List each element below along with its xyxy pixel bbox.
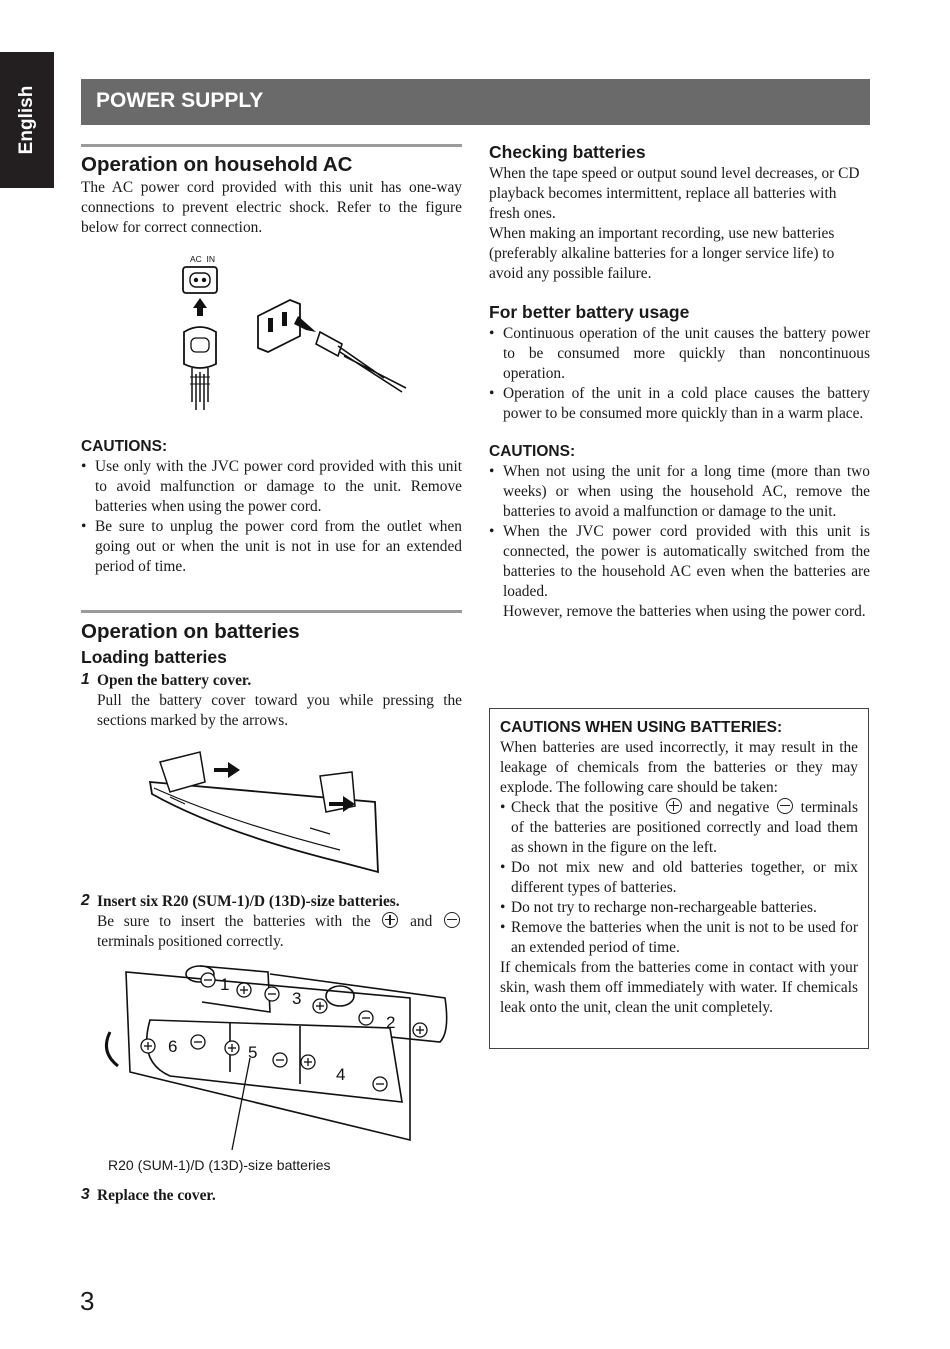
step-title: Replace the cover. [97, 1187, 216, 1204]
box-item: • Do not mix new and old batteries together, or mix different types of batteries. [500, 858, 858, 898]
left-column [81, 144, 462, 238]
step-text: Pull the battery cover toward you while pressing the sections marked by the arrows. [97, 692, 462, 729]
usage-list [489, 324, 870, 424]
battery-number: 6 [168, 1037, 178, 1056]
checking-heading: Checking batteries [489, 142, 646, 162]
negative-terminal-icon [777, 798, 793, 814]
battery-caption: R20 (SUM-1)/D (13D)-size batteries [108, 1157, 331, 1173]
box-heading: CAUTIONS WHEN USING BATTERIES: [500, 719, 783, 736]
right-caution-item [489, 522, 870, 622]
page-number: 3 [80, 1286, 95, 1316]
banner-title: POWER SUPPLY [96, 89, 264, 112]
step-2-and: and [410, 913, 433, 930]
section-rule [81, 144, 462, 147]
step-2-section [81, 892, 462, 952]
usage-item: • Operation of the unit in a cold place causes the battery power to be consumed more quickly than in a warm place. [489, 384, 870, 424]
box-item [500, 798, 858, 858]
batteries-heading: Operation on batteries [81, 620, 300, 643]
battery-number: 4 [336, 1065, 346, 1084]
box-item: • Do not try to recharge non-rechargeable batteries. [500, 898, 858, 918]
step-number: 3 [81, 1186, 90, 1203]
left-caution-item: • Use only with the JVC power cord provided with this unit to avoid malfunction or damage to the unit. Remove batteries when using the power cord. [81, 457, 462, 517]
box-item-1-a: Check that the positive [511, 799, 658, 816]
step-3 [81, 1186, 462, 1206]
step-number: 2 [81, 892, 90, 909]
right-caution-note: However, remove the batteries when using the power cord. [503, 603, 866, 620]
ac-paragraph: The AC power cord provided with this unit has one-way connections to prevent electric shock. Refer to the figure below for correct connection. [81, 179, 462, 236]
right-caution-item: • When not using the unit for a long time (more than two weeks) or when using the household AC, remove the batteries to avoid a malfunction or damage to the unit. [489, 462, 870, 522]
language-tab [0, 52, 54, 188]
step-2-text-b: terminals positioned correctly. [97, 933, 284, 950]
ac-in-label: AC IN [190, 254, 216, 264]
battery-loading-figure [90, 962, 460, 1162]
right-cautions-heading: CAUTIONS: [489, 443, 576, 460]
ac-connection-figure [170, 252, 420, 417]
usage-heading: For better battery usage [489, 302, 690, 322]
box-outro: If chemicals from the batteries come in contact with your skin, wash them off immediately with water. If chemicals leak onto the unit, clean the unit completely. [500, 959, 858, 1016]
positive-terminal-icon [382, 912, 398, 928]
box-list [500, 798, 858, 958]
checking-paragraph-1: When the tape speed or output sound level decreases, or CD playback becomes intermittent, replace all batteries with fresh ones. [489, 165, 860, 222]
step-title: Insert six R20 (SUM-1)/D (13D)-size batteries. [97, 893, 400, 910]
left-cautions-section [81, 437, 462, 577]
right-column [489, 140, 870, 622]
step-number: 1 [81, 671, 90, 688]
battery-cover-figure [140, 742, 390, 877]
box-item-1-c: terminals of the batteries are positioned correctly and load them as shown in the figure on the left. [511, 799, 858, 856]
left-cautions-heading: CAUTIONS: [81, 438, 168, 455]
battery-number: 1 [220, 975, 230, 994]
loading-heading: Loading batteries [81, 647, 227, 667]
positive-terminal-icon [666, 798, 682, 814]
box-intro: When batteries are used incorrectly, it may result in the leakage of chemicals from the batteries or they may explode. The following care should be taken: [500, 739, 858, 796]
step-1 [81, 671, 462, 731]
left-caution-item: • Be sure to unplug the power cord from the outlet when going out or when the unit is not in use for an extended period of time. [81, 517, 462, 577]
battery-number: 5 [248, 1043, 258, 1062]
step-3-section [81, 1186, 462, 1206]
step-text [97, 912, 462, 952]
right-caution-text: When the JVC power cord provided with this unit is connected, the power is automatically switched from the batteries to the household AC even when the batteries are loaded. [503, 523, 870, 600]
battery-number: 2 [386, 1013, 396, 1032]
right-cautions-list [489, 462, 870, 622]
step-2 [81, 892, 462, 952]
step-2-text-a: Be sure to insert the batteries with the [97, 913, 371, 930]
section-rule [81, 610, 462, 613]
language-tab-label: English [16, 85, 37, 155]
step-title: Open the battery cover. [97, 672, 252, 689]
battery-number: 3 [292, 989, 302, 1008]
ac-heading: Operation on household AC [81, 153, 353, 176]
checking-paragraph-2: When making an important recording, use new batteries (preferably alkaline batteries for a longer service life) to avoid any possible failure. [489, 225, 835, 282]
battery-cautions-box [489, 708, 869, 1049]
left-cautions-list [81, 457, 462, 577]
usage-item: • Continuous operation of the unit causes the battery power to be consumed more quickly than noncontinuous operation. [489, 324, 870, 384]
batteries-section [81, 610, 462, 731]
box-item-1-b: and negative [689, 799, 770, 816]
box-item: • Remove the batteries when the unit is not to be used for an extended period of time. [500, 918, 858, 958]
section-banner [81, 79, 870, 125]
negative-terminal-icon [444, 912, 460, 928]
